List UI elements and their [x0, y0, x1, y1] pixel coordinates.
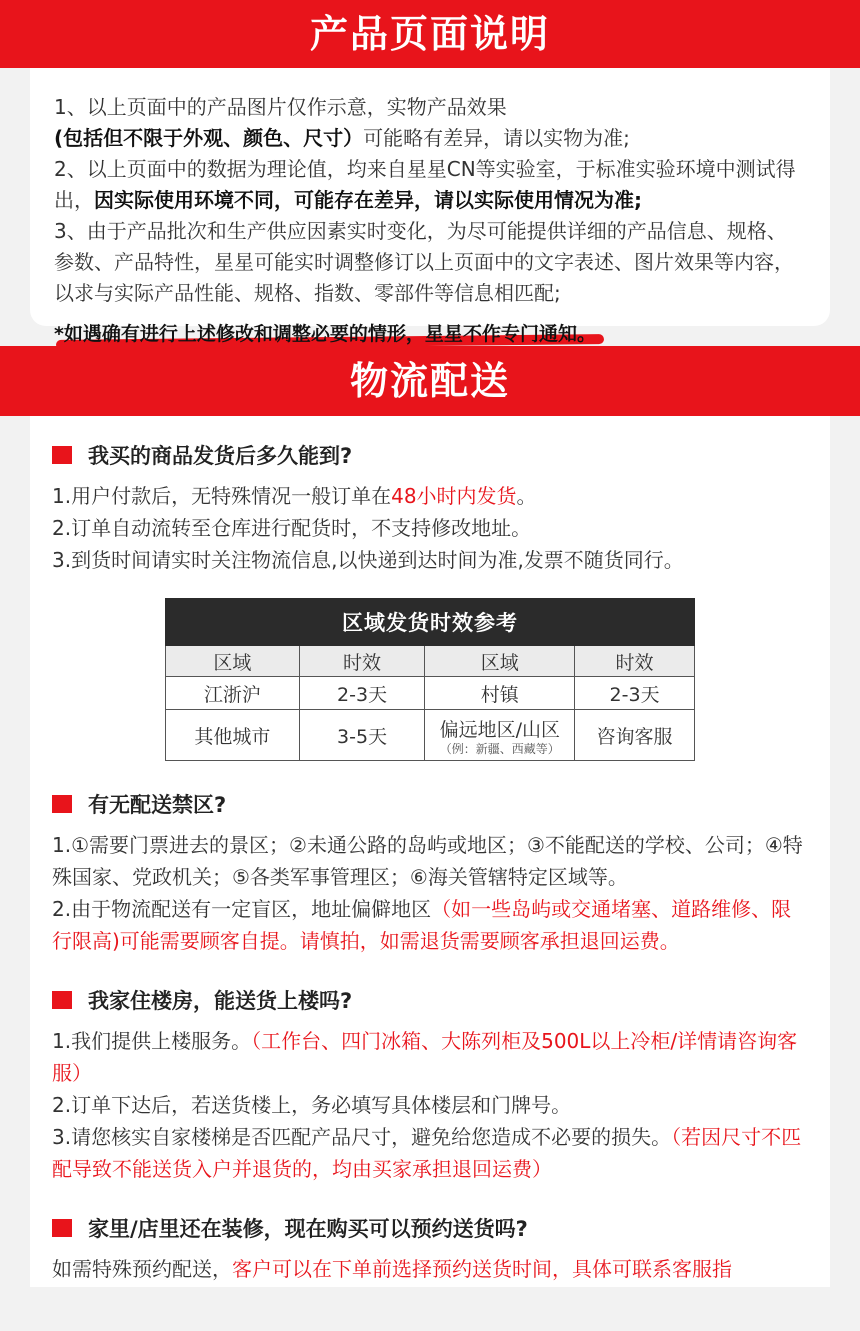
faq-line: 3.到货时间请实时关注物流信息,以快递到达时间为准,发票不随货同行。 — [52, 548, 684, 572]
red-square-icon — [52, 1219, 72, 1237]
table-header-row — [166, 646, 695, 677]
faq-line: 1.①需要门票进去的景区；②未通公路的岛屿或地区；③不能配送的学校、公司；④特殊国家、党政机关；⑤各类军事管理区；⑥海关管辖特定区域等。 — [52, 833, 803, 889]
table-title: 区域发货时效参考 — [166, 599, 695, 646]
faq-restricted-body — [52, 829, 808, 957]
table-cell: 2-3天 — [575, 677, 695, 710]
faq-reservation-body — [52, 1253, 808, 1285]
note-2-text: 2、以上页面中的数据为理论值，均来自星星CN等实验室，于标准实验环境中测试得出， — [54, 157, 796, 212]
notice-text: *如遇确有进行上述修改和调整必要的情形，星星不作专门通知。 — [54, 323, 596, 345]
faq-restricted-title — [52, 789, 808, 819]
product-note-1 — [54, 92, 806, 154]
product-note-3: 3、由于产品批次和生产供应因素实时变化，为尽可能提供详细的产品信息、规格、参数、产品特性，星星可能实时调整修订以上页面中的文字表述、图片效果等内容，以求与实际产品性能、规格、指数、零部件等信息相匹配; — [54, 219, 794, 305]
faq-highlight: （工作台、四门冰箱、大陈列柜及500L以上冷柜/详情请咨询客服） — [52, 1029, 798, 1085]
faq-title-text: 我家住楼房，能送货上楼吗? — [88, 989, 353, 1013]
col-header: 区域 — [166, 646, 300, 677]
faq-line: 2.订单下达后，若送货楼上，务必填写具体楼层和门牌号。 — [52, 1093, 572, 1117]
faq-upstairs-title — [52, 985, 808, 1015]
col-header: 区域 — [425, 646, 575, 677]
faq-title-text: 有无配送禁区? — [88, 793, 227, 817]
shipping-time-table — [165, 598, 695, 761]
faq-text: 1.我们提供上楼服务。 — [52, 1029, 252, 1053]
table-cell: 村镇 — [425, 677, 575, 710]
table-cell: 咨询客服 — [575, 710, 695, 761]
red-square-icon — [52, 795, 72, 813]
col-header: 时效 — [575, 646, 695, 677]
faq-highlight: （若因尺寸不匹配导致不能送货入户并退货的，均由买家承担退回运费） — [52, 1125, 802, 1181]
product-notes-banner — [0, 0, 860, 68]
faq-line — [52, 893, 808, 957]
faq-delivery-time-body — [52, 480, 808, 576]
table-cell: 2-3天 — [299, 677, 425, 710]
table-row — [166, 677, 695, 710]
table-cell-remote — [425, 710, 575, 761]
product-notes-card — [30, 68, 830, 345]
faq-delivery-time-title — [52, 440, 808, 470]
faq-upstairs-body — [52, 1025, 808, 1185]
faq-highlight: （如一些岛屿或交通堵塞、道路维修、限行限高)可能需要顾客自提。请慎拍，如需退货需要顾客承担退回运费。 — [52, 897, 792, 953]
faq-line: 2.订单自动流转至仓库进行配货时，不支持修改地址。 — [52, 516, 532, 540]
faq-upstairs — [52, 985, 808, 1185]
faq-line — [52, 1121, 808, 1185]
faq-highlight: 客户可以在下单前选择预约送货时间，具体可联系客服指 — [232, 1257, 732, 1281]
logistics-title: 物流配送 — [349, 359, 510, 403]
note-1-bold: (包括但不限于外观、颜色、尺寸） — [54, 126, 364, 150]
faq-text: 2.由于物流配送有一定盲区，地址偏僻地区 — [52, 897, 432, 921]
faq-reservation — [52, 1213, 808, 1285]
faq-reservation-title — [52, 1213, 808, 1243]
note-2-bold: 因实际使用环境不同，可能存在差异，请以实际使用情况为准; — [94, 188, 642, 212]
table-row — [166, 710, 695, 761]
faq-title-text: 我买的商品发货后多久能到? — [88, 444, 353, 468]
faq-highlight: 48小时内发货 — [391, 484, 517, 508]
remote-area-label: 偏远地区/山区 — [439, 718, 560, 741]
note-1-tail: 可能略有差异，请以实物为准; — [363, 126, 630, 150]
note-1-text: 1、以上页面中的产品图片仅作示意，实物产品效果 — [54, 95, 507, 119]
remote-area-note: （例：新疆、西藏等） — [439, 741, 560, 756]
faq-line — [52, 1253, 808, 1285]
faq-text: 1.用户付款后，无特殊情况一般订单在 — [52, 484, 392, 508]
red-square-icon — [52, 446, 72, 464]
logistics-card — [30, 416, 830, 1287]
notice-highlight — [54, 319, 596, 346]
faq-line — [52, 480, 808, 512]
faq-title-text: 家里/店里还在装修，现在购买可以预约送货吗? — [88, 1217, 528, 1241]
red-square-icon — [52, 991, 72, 1009]
col-header: 时效 — [299, 646, 425, 677]
product-notes-title: 产品页面说明 — [309, 12, 550, 56]
faq-text: 如需特殊预约配送， — [52, 1257, 232, 1281]
table-cell: 3-5天 — [299, 710, 425, 761]
faq-text: 。 — [516, 484, 537, 508]
faq-line — [52, 1025, 808, 1089]
table-cell: 江浙沪 — [166, 677, 300, 710]
logistics-banner — [0, 346, 860, 416]
table-cell: 其他城市 — [166, 710, 300, 761]
faq-text: 3.请您核实自家楼梯是否匹配产品尺寸，避免给您造成不必要的损失。 — [52, 1125, 672, 1149]
product-note-2 — [54, 154, 806, 216]
faq-restricted-zones — [52, 789, 808, 957]
